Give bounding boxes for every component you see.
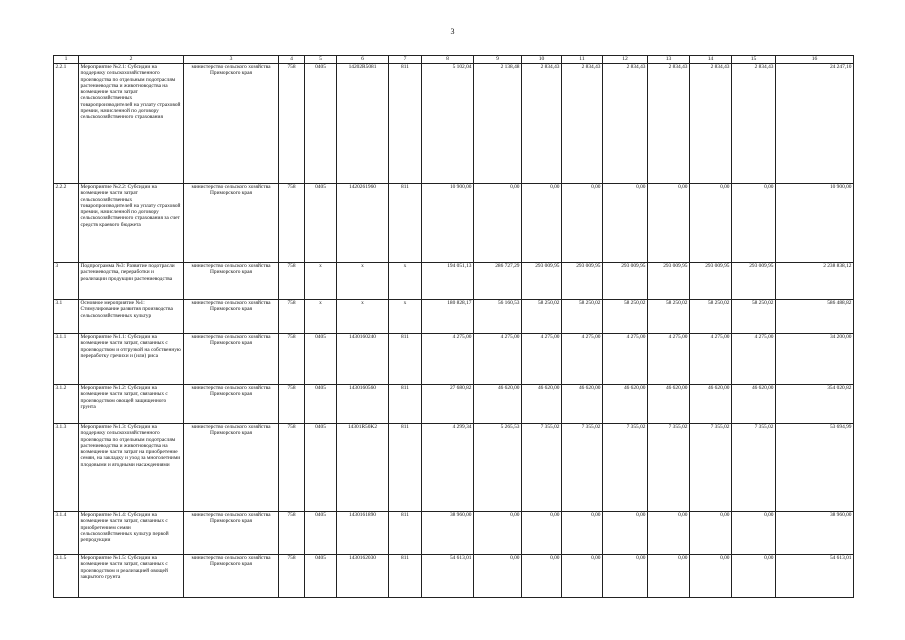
value-cell: 0,00 <box>474 184 522 263</box>
csr-code: 1430161890 <box>337 512 389 555</box>
column-header: 11 <box>562 56 603 64</box>
csr-code: х <box>337 300 389 334</box>
measure-name: Мероприятие №1.4: Субсидии на возмещение части затрат, связанных с приобретением семян сельскохозяйственных культур первой репродукции <box>79 512 184 555</box>
grbs-code: 758 <box>279 555 305 598</box>
value-cell: 194 051,13 <box>422 263 474 300</box>
row-number: 3.1.1 <box>54 334 79 385</box>
grbs-code: 758 <box>279 385 305 424</box>
value-cell: 2 834,43 <box>562 64 603 184</box>
csr-code: 1420261960 <box>337 184 389 263</box>
value-cell: 54 613,01 <box>422 555 474 598</box>
value-cell: 4 299,34 <box>422 424 474 512</box>
row-number: 2.2.1 <box>54 64 79 184</box>
value-cell: 2 834,43 <box>732 64 776 184</box>
table-row <box>54 184 854 263</box>
value-cell: 0,00 <box>648 512 690 555</box>
value-cell: 293 009,95 <box>562 263 603 300</box>
value-cell: 7 355,02 <box>648 424 690 512</box>
total-cell: 10 900,00 <box>776 184 854 263</box>
value-cell: 7 355,02 <box>690 424 732 512</box>
measure-name: Мероприятие №1.2: Субсидии на возмещение части затрат, связанных с производством овощей защищенного грунта <box>79 385 184 424</box>
value-cell: 58 250,02 <box>522 300 562 334</box>
table-row <box>54 334 854 385</box>
csr-code: х <box>337 263 389 300</box>
value-cell: 0,00 <box>603 555 648 598</box>
value-cell: 286 727,29 <box>474 263 522 300</box>
value-cell: 7 355,02 <box>603 424 648 512</box>
rzpr-code: х <box>305 263 337 300</box>
vr-code: 811 <box>389 512 422 555</box>
value-cell: 5 265,53 <box>474 424 522 512</box>
column-header: 1 <box>54 56 79 64</box>
value-cell: 2 138,48 <box>474 64 522 184</box>
value-cell: 7 355,02 <box>732 424 776 512</box>
measure-name: Подпрограмма №3: Развитие подотрасли растениеводства, переработки и реализации продукции растениеводства <box>79 263 184 300</box>
row-number: 3.1.5 <box>54 555 79 598</box>
total-cell: 354 020,82 <box>776 385 854 424</box>
csr-code: 14202R5081 <box>337 64 389 184</box>
value-cell: 4 275,00 <box>562 334 603 385</box>
vr-code: 811 <box>389 64 422 184</box>
value-cell: 0,00 <box>690 555 732 598</box>
budget-table <box>53 55 854 598</box>
rzpr-code: х <box>305 300 337 334</box>
value-cell: 293 009,95 <box>690 263 732 300</box>
total-cell: 24 247,10 <box>776 64 854 184</box>
value-cell: 0,00 <box>603 184 648 263</box>
value-cell: 0,00 <box>732 555 776 598</box>
executor: министерство сельского хозяйства Приморского края <box>184 424 279 512</box>
value-cell: 0,00 <box>732 184 776 263</box>
column-header: 12 <box>603 56 648 64</box>
total-cell: 54 613,01 <box>776 555 854 598</box>
column-header: 6 <box>337 56 389 64</box>
csr-code: 1430162030 <box>337 555 389 598</box>
value-cell: 4 275,00 <box>474 334 522 385</box>
table-row <box>54 424 854 512</box>
measure-name: Мероприятие №2.1: Субсидии на поддержку сельскохозяйственного производства по отдельным подотраслям растениеводства и животноводства на возмещение части затрат сельскохозяйственных товаропроизводителей на уплату страховой премии, начисленной по договору сельскохозяйственного страхования <box>79 64 184 184</box>
rzpr-code: 0405 <box>305 64 337 184</box>
value-cell: 5 102,04 <box>422 64 474 184</box>
total-cell: 34 200,00 <box>776 334 854 385</box>
column-header: 15 <box>732 56 776 64</box>
rzpr-code: 0405 <box>305 555 337 598</box>
column-header: 16 <box>776 56 854 64</box>
value-cell: 46 620,00 <box>474 385 522 424</box>
rzpr-code: 0405 <box>305 184 337 263</box>
value-cell: 58 250,02 <box>562 300 603 334</box>
value-cell: 0,00 <box>648 555 690 598</box>
value-cell: 2 834,43 <box>603 64 648 184</box>
row-number: 3.1 <box>54 300 79 334</box>
vr-code: 811 <box>389 424 422 512</box>
value-cell: 293 009,95 <box>732 263 776 300</box>
value-cell: 2 834,43 <box>690 64 732 184</box>
executor: министерство сельского хозяйства Приморского края <box>184 300 279 334</box>
grbs-code: 758 <box>279 263 305 300</box>
rzpr-code: 0405 <box>305 512 337 555</box>
grbs-code: 758 <box>279 334 305 385</box>
grbs-code: 758 <box>279 300 305 334</box>
executor: министерство сельского хозяйства Приморского края <box>184 184 279 263</box>
total-cell: 2 238 838,12 <box>776 263 854 300</box>
page-number: 3 <box>450 27 455 36</box>
csr-code: 1430160560 <box>337 385 389 424</box>
value-cell: 0,00 <box>474 512 522 555</box>
value-cell: 0,00 <box>522 184 562 263</box>
row-number: 3.1.2 <box>54 385 79 424</box>
grbs-code: 758 <box>279 184 305 263</box>
table-header <box>54 56 854 64</box>
total-cell: 53 694,99 <box>776 424 854 512</box>
table-row <box>54 300 854 334</box>
value-cell: 58 250,02 <box>603 300 648 334</box>
column-header: 14 <box>690 56 732 64</box>
column-number-row <box>54 56 854 64</box>
column-header: 3 <box>184 56 279 64</box>
row-number: 3 <box>54 263 79 300</box>
rzpr-code: 0405 <box>305 424 337 512</box>
value-cell: 38 960,00 <box>422 512 474 555</box>
column-header: 10 <box>522 56 562 64</box>
value-cell: 46 620,00 <box>603 385 648 424</box>
value-cell: 46 620,00 <box>648 385 690 424</box>
vr-code: 811 <box>389 334 422 385</box>
vr-code: 811 <box>389 385 422 424</box>
value-cell: 7 355,02 <box>522 424 562 512</box>
value-cell: 0,00 <box>690 512 732 555</box>
value-cell: 0,00 <box>562 555 603 598</box>
value-cell: 4 275,00 <box>522 334 562 385</box>
value-cell: 293 009,95 <box>603 263 648 300</box>
total-cell: 586 488,82 <box>776 300 854 334</box>
table-row <box>54 512 854 555</box>
column-header: 9 <box>474 56 522 64</box>
value-cell: 7 355,02 <box>562 424 603 512</box>
column-header: 5 <box>305 56 337 64</box>
value-cell: 0,00 <box>690 184 732 263</box>
row-number: 3.1.3 <box>54 424 79 512</box>
column-header: 2 <box>79 56 184 64</box>
value-cell: 4 275,00 <box>690 334 732 385</box>
table-row <box>54 555 854 598</box>
executor: министерство сельского хозяйства Приморского края <box>184 263 279 300</box>
csr-code: 1430160240 <box>337 334 389 385</box>
executor: министерство сельского хозяйства Приморского края <box>184 512 279 555</box>
executor: министерство сельского хозяйства Приморского края <box>184 64 279 184</box>
measure-name: Мероприятие №2.2: Субсидии на возмещение части затрат сельскохозяйственных товаропроизводителей на уплату страховой премии, начисленной по договору сельскохозяйственного страхования за счет средств краевого бюджета <box>79 184 184 263</box>
executor: министерство сельского хозяйства Приморского края <box>184 334 279 385</box>
value-cell: 0,00 <box>648 184 690 263</box>
grbs-code: 758 <box>279 424 305 512</box>
vr-code: х <box>389 263 422 300</box>
value-cell: 2 834,43 <box>648 64 690 184</box>
table-row <box>54 385 854 424</box>
value-cell: 46 620,00 <box>522 385 562 424</box>
value-cell: 4 275,00 <box>648 334 690 385</box>
value-cell: 0,00 <box>474 555 522 598</box>
rzpr-code: 0405 <box>305 334 337 385</box>
csr-code: 14301R50K2 <box>337 424 389 512</box>
value-cell: 0,00 <box>522 512 562 555</box>
measure-name: Мероприятие №1.5: Субсидии на возмещение части затрат, связанных с производством и реализацией овощей закрытого грунта <box>79 555 184 598</box>
table-row <box>54 64 854 184</box>
column-header: 8 <box>422 56 474 64</box>
vr-code: 811 <box>389 184 422 263</box>
executor: министерство сельского хозяйства Приморского края <box>184 385 279 424</box>
value-cell: 293 009,95 <box>648 263 690 300</box>
value-cell: 27 680,82 <box>422 385 474 424</box>
value-cell: 58 250,02 <box>690 300 732 334</box>
value-cell: 46 620,00 <box>690 385 732 424</box>
value-cell: 0,00 <box>562 512 603 555</box>
vr-code: х <box>389 300 422 334</box>
value-cell: 56 160,53 <box>474 300 522 334</box>
value-cell: 0,00 <box>562 184 603 263</box>
value-cell: 2 834,43 <box>522 64 562 184</box>
value-cell: 0,00 <box>603 512 648 555</box>
grbs-code: 758 <box>279 512 305 555</box>
row-number: 2.2.2 <box>54 184 79 263</box>
grbs-code: 758 <box>279 64 305 184</box>
value-cell: 46 620,00 <box>732 385 776 424</box>
value-cell: 0,00 <box>732 512 776 555</box>
measure-name: Мероприятие №1.1: Субсидии на возмещение части затрат, связанных с производством и отгрузкой на собственную переработку гречихи и (или) риса <box>79 334 184 385</box>
column-header: 7 <box>389 56 422 64</box>
value-cell: 4 275,00 <box>422 334 474 385</box>
value-cell: 58 250,02 <box>732 300 776 334</box>
table-body <box>54 64 854 598</box>
value-cell: 58 250,02 <box>648 300 690 334</box>
executor: министерство сельского хозяйства Приморского края <box>184 555 279 598</box>
value-cell: 180 828,17 <box>422 300 474 334</box>
column-header: 13 <box>648 56 690 64</box>
value-cell: 293 009,95 <box>522 263 562 300</box>
column-header: 4 <box>279 56 305 64</box>
table-row <box>54 263 854 300</box>
measure-name: Основное мероприятие №1: Стимулирование развития производства сельскохозяйственных культур <box>79 300 184 334</box>
value-cell: 0,00 <box>522 555 562 598</box>
value-cell: 46 620,00 <box>562 385 603 424</box>
rzpr-code: 0405 <box>305 385 337 424</box>
value-cell: 4 275,00 <box>732 334 776 385</box>
vr-code: 811 <box>389 555 422 598</box>
measure-name: Мероприятие №1.3: Субсидии на поддержку сельскохозяйственного производства по отдельным подотраслям растениеводства и животноводства на возмещение части затрат на приобретение семян, на закладку и уход за многолетними плодовыми и ягодными насаждениями <box>79 424 184 512</box>
total-cell: 38 960,00 <box>776 512 854 555</box>
value-cell: 4 275,00 <box>603 334 648 385</box>
value-cell: 10 900,00 <box>422 184 474 263</box>
row-number: 3.1.4 <box>54 512 79 555</box>
